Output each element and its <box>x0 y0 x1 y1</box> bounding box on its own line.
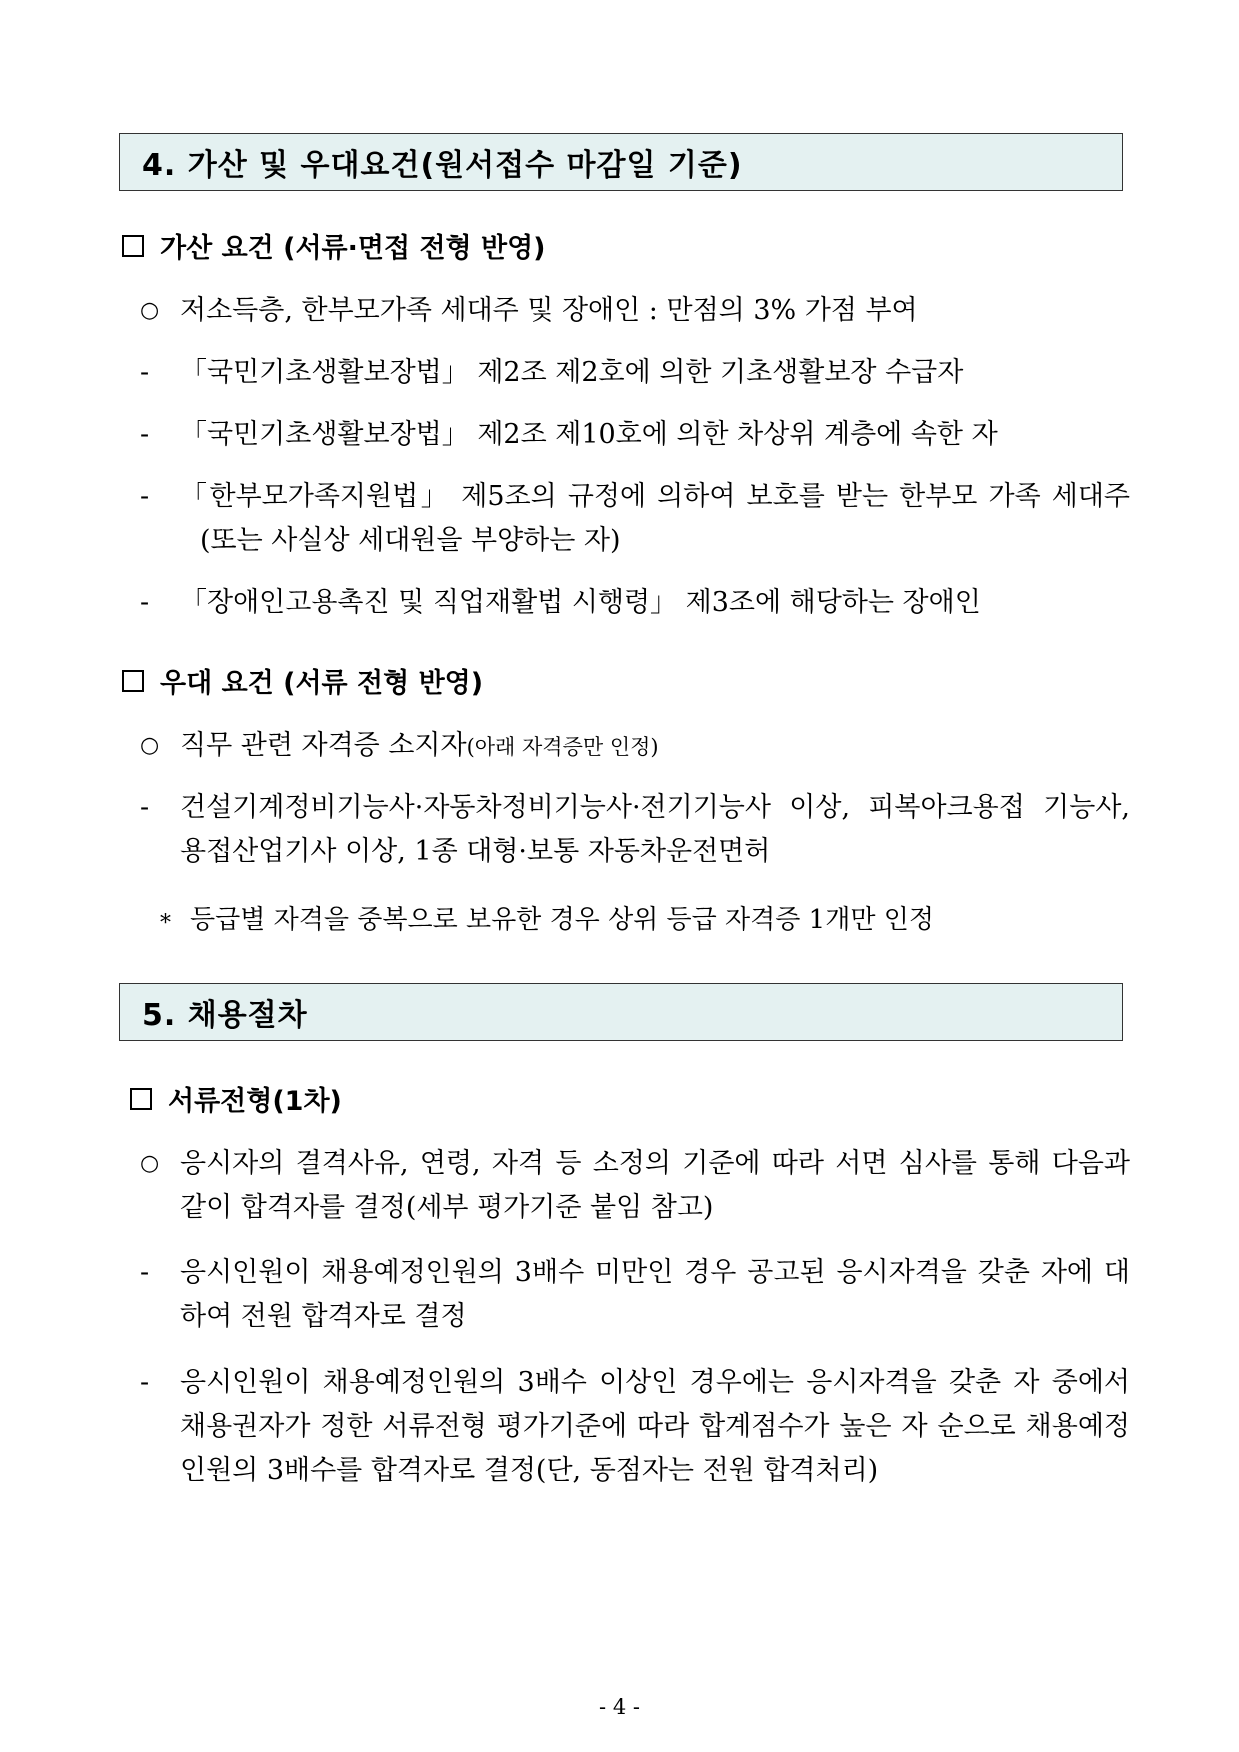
circle-bullet-icon: ○ <box>140 733 160 758</box>
bonus-heading: 가산 요건 (서류·면접 전형 반영) <box>122 226 546 265</box>
preference-heading: 우대 요건 (서류 전형 반영) <box>122 661 483 700</box>
docs-heading: 서류전형(1차) <box>130 1079 342 1118</box>
section-5-title: 5. 채용절차 <box>142 998 308 1033</box>
checkbox-square-icon <box>130 1088 152 1110</box>
dash-bullet-icon: - <box>140 357 150 388</box>
document-page: 4. 가산 및 우대요건(원서접수 마감일 기준) 가산 요건 (서류·면접 전형 반영) ○ 저소득층, 한부모가족 세대주 및 장애인 : 만점의 3% 가점 부여 - 「국민기초생활보장법」 제2조 제2호에 의한 기초생활보장 수급자 - 「국민기초생활보장법」 제2조 제10호에 의한 차상위 계층에 속한 자 - 「한부모가족지원법」 제5조의 규정에 의하여 보호를 받는 한부모 가족 세대주(또는 사실상 세대원을 부양하는 자) - 「장애인고용촉진 및 직업재활법 시행령」 제3조에 해당하는 장애인 우대 요건 (서류 전형 반영) ○ 직무 관련 자격증 소지자(아래 자격증만 인정) - 건설기계정비기능사·자동차정비기능사·전기기능사 이상, 피복아크용접 기능사, 용접산업기사 이상, 1종 대형·보통 자동차운전면허 * 등급별 자격을 중복으로 보유한 경우 상위 등급 자격증 1개만 인정 5. 채용절차 서류전형(1차) ○ 응시자의 결격사유, 연령, 자격 등 소정의 기준에 따라 서면 심사를 통해 다음과 같이 합격자를 결정(세부 평가기준 붙임 참고) - 응시인원이 채용예정인원의 3배수 미만인 경우 공고된 응시자격을 갖춘 자에 대하여 전원 합격자로 결정 - 응시인원이 채용예정인원의 3배수 이상인 경우에는 응시자격을 갖춘 자 중에서 채용권자가 정한 서류전형 평가기준에 따라 합계점수가 높은 자 순으로 채용예정인원의 3배수를 합격자로 결정(단, 동점자는 전원 합격처리) - 4 - <box>0 0 1239 1752</box>
circle-bullet-icon: ○ <box>140 1151 160 1176</box>
asterisk-icon: * <box>160 911 171 936</box>
dash-bullet-icon: - <box>140 1257 150 1288</box>
dash-bullet-icon: - <box>140 792 150 823</box>
dash-bullet-icon: - <box>140 481 150 512</box>
dash-bullet-icon: - <box>140 587 150 618</box>
dash-bullet-icon: - <box>140 419 150 450</box>
checkbox-square-icon <box>122 235 144 257</box>
section-4-title: 4. 가산 및 우대요건(원서접수 마감일 기준) <box>142 148 743 183</box>
checkbox-square-icon <box>122 670 144 692</box>
dash-bullet-icon: - <box>140 1367 150 1398</box>
page-number: - 4 - <box>599 1695 640 1719</box>
circle-bullet-icon: ○ <box>140 298 160 323</box>
section-5-header <box>119 983 1123 1041</box>
section-4-header <box>119 133 1123 191</box>
